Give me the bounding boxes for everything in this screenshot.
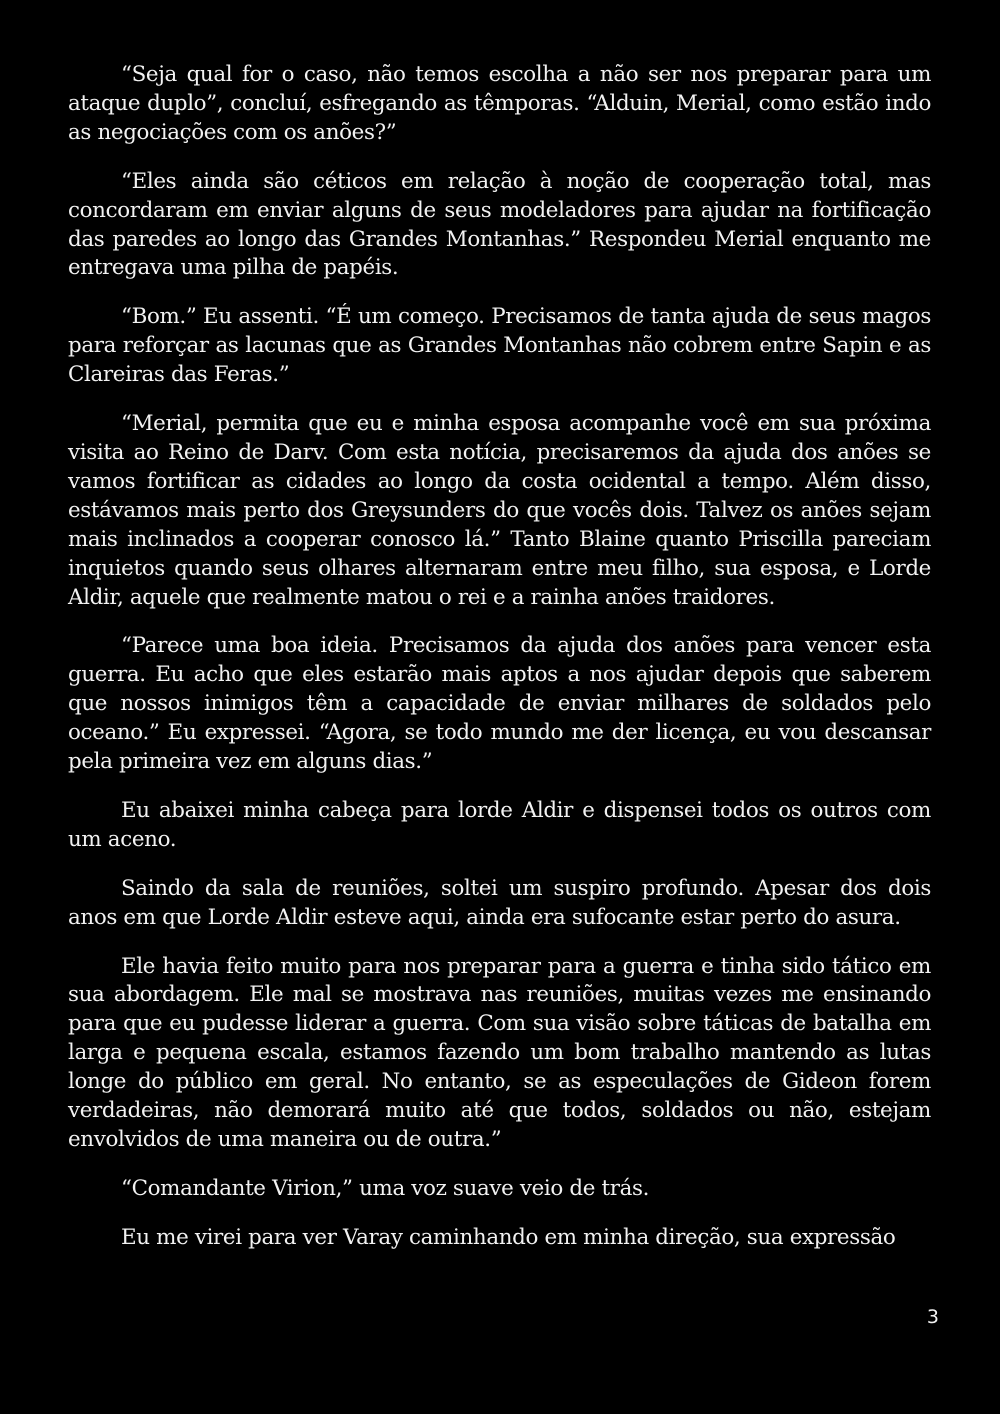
paragraph-8: Ele havia feito muito para nos preparar para a guerra e tinha sido tático em sua abordagem. Ele mal se mostrava nas reuniões, muitas vezes me ensinando para que eu pudesse liderar a guerra. Com sua visão sobre táticas de batalha em larga e pequena escala, estamos fazendo um bom trabalho mantendo as lutas longe do público em geral. No entanto, se as especulações de Gideon forem verdadeiras, não demorará muito até que todos, soldados ou não, estejam envolvidos de uma maneira ou de outra.”	[68, 953, 931, 1152]
paragraph-4: “Merial, permita que eu e minha esposa acompanhe você em sua próxima visita ao Reino de Darv. Com esta notícia, precisaremos da ajuda dos anões se vamos fortificar as cidades ao longo da costa ocidental a tempo. Além disso, estávamos mais perto dos Greysunders do que vocês dois. Talvez os anões sejam mais inclinados a cooperar conosco lá.” Tanto Blaine quanto Priscilla pareciam inquietos quando seus olhares alternaram entre meu filho, sua esposa, e Lorde Aldir, aquele que realmente matou o rei e a rainha anões traidores.	[68, 411, 931, 610]
paragraph-10: Eu me virei para ver Varay caminhando em minha direção, sua expressão	[121, 1224, 896, 1250]
paragraph-3: “Bom.” Eu assenti. “É um começo. Precisamos de tanta ajuda de seus magos para reforçar as lacunas que as Grandes Montanhas não cobrem entre Sapin e as Clareiras das Feras.”	[68, 304, 931, 388]
paragraph-1: “Seja qual for o caso, não temos escolha a não ser nos preparar para um ataque duplo”, concluí, esfregando as têmporas. “Alduin, Merial, como estão indo as negociações com os anões?”	[68, 62, 931, 145]
paragraph-9: “Comandante Virion,” uma voz suave veio de trás.	[121, 1175, 650, 1201]
paragraph-6: Eu abaixei minha cabeça para lorde Aldir e dispensei todos os outros com um aceno.	[68, 797, 931, 852]
paragraph-5: “Parece uma boa ideia. Precisamos da ajuda dos anões para vencer esta guerra. Eu acho que eles estarão mais aptos a nos ajudar depois que saberem que nossos inimigos têm a capacidade de enviar milhares de soldados pelo oceano.” Eu expressei. “Agora, se todo mundo me der licença, eu vou descansar pela primeira vez em alguns dias.”	[68, 633, 931, 775]
paragraph-2: “Eles ainda são céticos em relação à noção de cooperação total, mas concordaram em enviar alguns de seus modeladores para ajudar na fortificação das paredes ao longo das Grandes Montanhas.” Respondeu Merial enquanto me entregava uma pilha de papéis.	[68, 168, 931, 281]
paragraph-7: Saindo da sala de reuniões, soltei um suspiro profundo. Apesar dos dois anos em que Lorde Aldir esteve aqui, ainda era sufocante estar perto do asura.	[68, 875, 931, 930]
page-number: 3	[926, 1306, 939, 1328]
body-text	[68, 61, 931, 1253]
